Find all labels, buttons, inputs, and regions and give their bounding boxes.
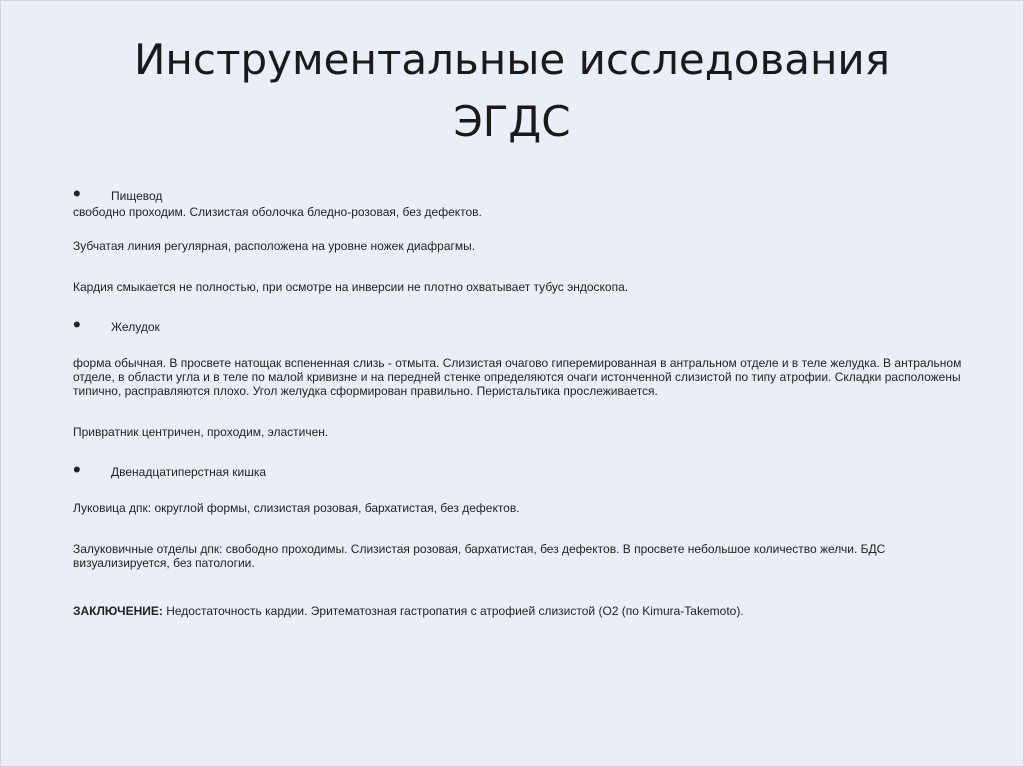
esophagus-paragraph-1: свободно проходим. Слизистая оболочка бледно-розовая, без дефектов. <box>73 205 482 219</box>
conclusion-label: ЗАКЛЮЧЕНИЕ: <box>73 604 163 618</box>
bullet-label-duodenum: Двенадцатиперстная кишка <box>111 465 267 479</box>
duodenum-paragraph-2: Залуковичные отделы дпк: свободно проходимы. Слизистая розовая, бархатистая, без дефектов. В просвете небольшое количество желчи. БДС визуализируется, без патологии. <box>73 542 886 570</box>
bullet-icon: • <box>73 312 81 337</box>
esophagus-paragraph-2: Зубчатая линия регулярная, расположена на уровне ножек диафрагмы. <box>73 239 476 253</box>
bullet-icon: • <box>73 457 81 482</box>
stomach-paragraph-2: Привратник центричен, проходим, эластичен. <box>73 425 329 439</box>
bullet-duodenum <box>73 459 968 481</box>
duodenum-paragraph-1: Луковица дпк: округлой формы, слизистая розовая, бархатистая, без дефектов. <box>73 501 520 515</box>
esophagus-paragraph-3: Кардия смыкается не полностью, при осмотре на инверсии не плотно охватывает тубус эндоскопа. <box>73 280 629 294</box>
slide-body <box>73 183 968 618</box>
conclusion <box>73 604 968 618</box>
slide-title <box>1 29 1023 153</box>
bullet-icon: • <box>73 181 81 206</box>
bullet-stomach <box>73 314 968 336</box>
conclusion-text: Недостаточность кардии. Эритематозная гастропатия с атрофией слизистой (О2 (по Kimura-Takemoto). <box>162 604 744 618</box>
bullet-label-esophagus: Пищевод <box>111 189 163 203</box>
title-line-2: ЭГДС <box>453 97 571 146</box>
bullet-esophagus <box>73 183 968 205</box>
stomach-paragraph-1: форма обычная. В просвете натощак вспененная слизь - отмыта. Слизистая очагово гиперемированная в антральном отделе и в теле желудка. В антральном отделе, в области угла и в теле по малой кривизне и на передней стенке определяются очаги истонченной слизистой по типу атрофии. Складки расположены типично, расправляются плохо. Угол желудка сформирован правильно. Перистальтика прослеживается. <box>73 356 962 398</box>
title-line-1: Инструментальные исследования <box>134 35 890 84</box>
bullet-label-stomach: Желудок <box>111 320 160 334</box>
